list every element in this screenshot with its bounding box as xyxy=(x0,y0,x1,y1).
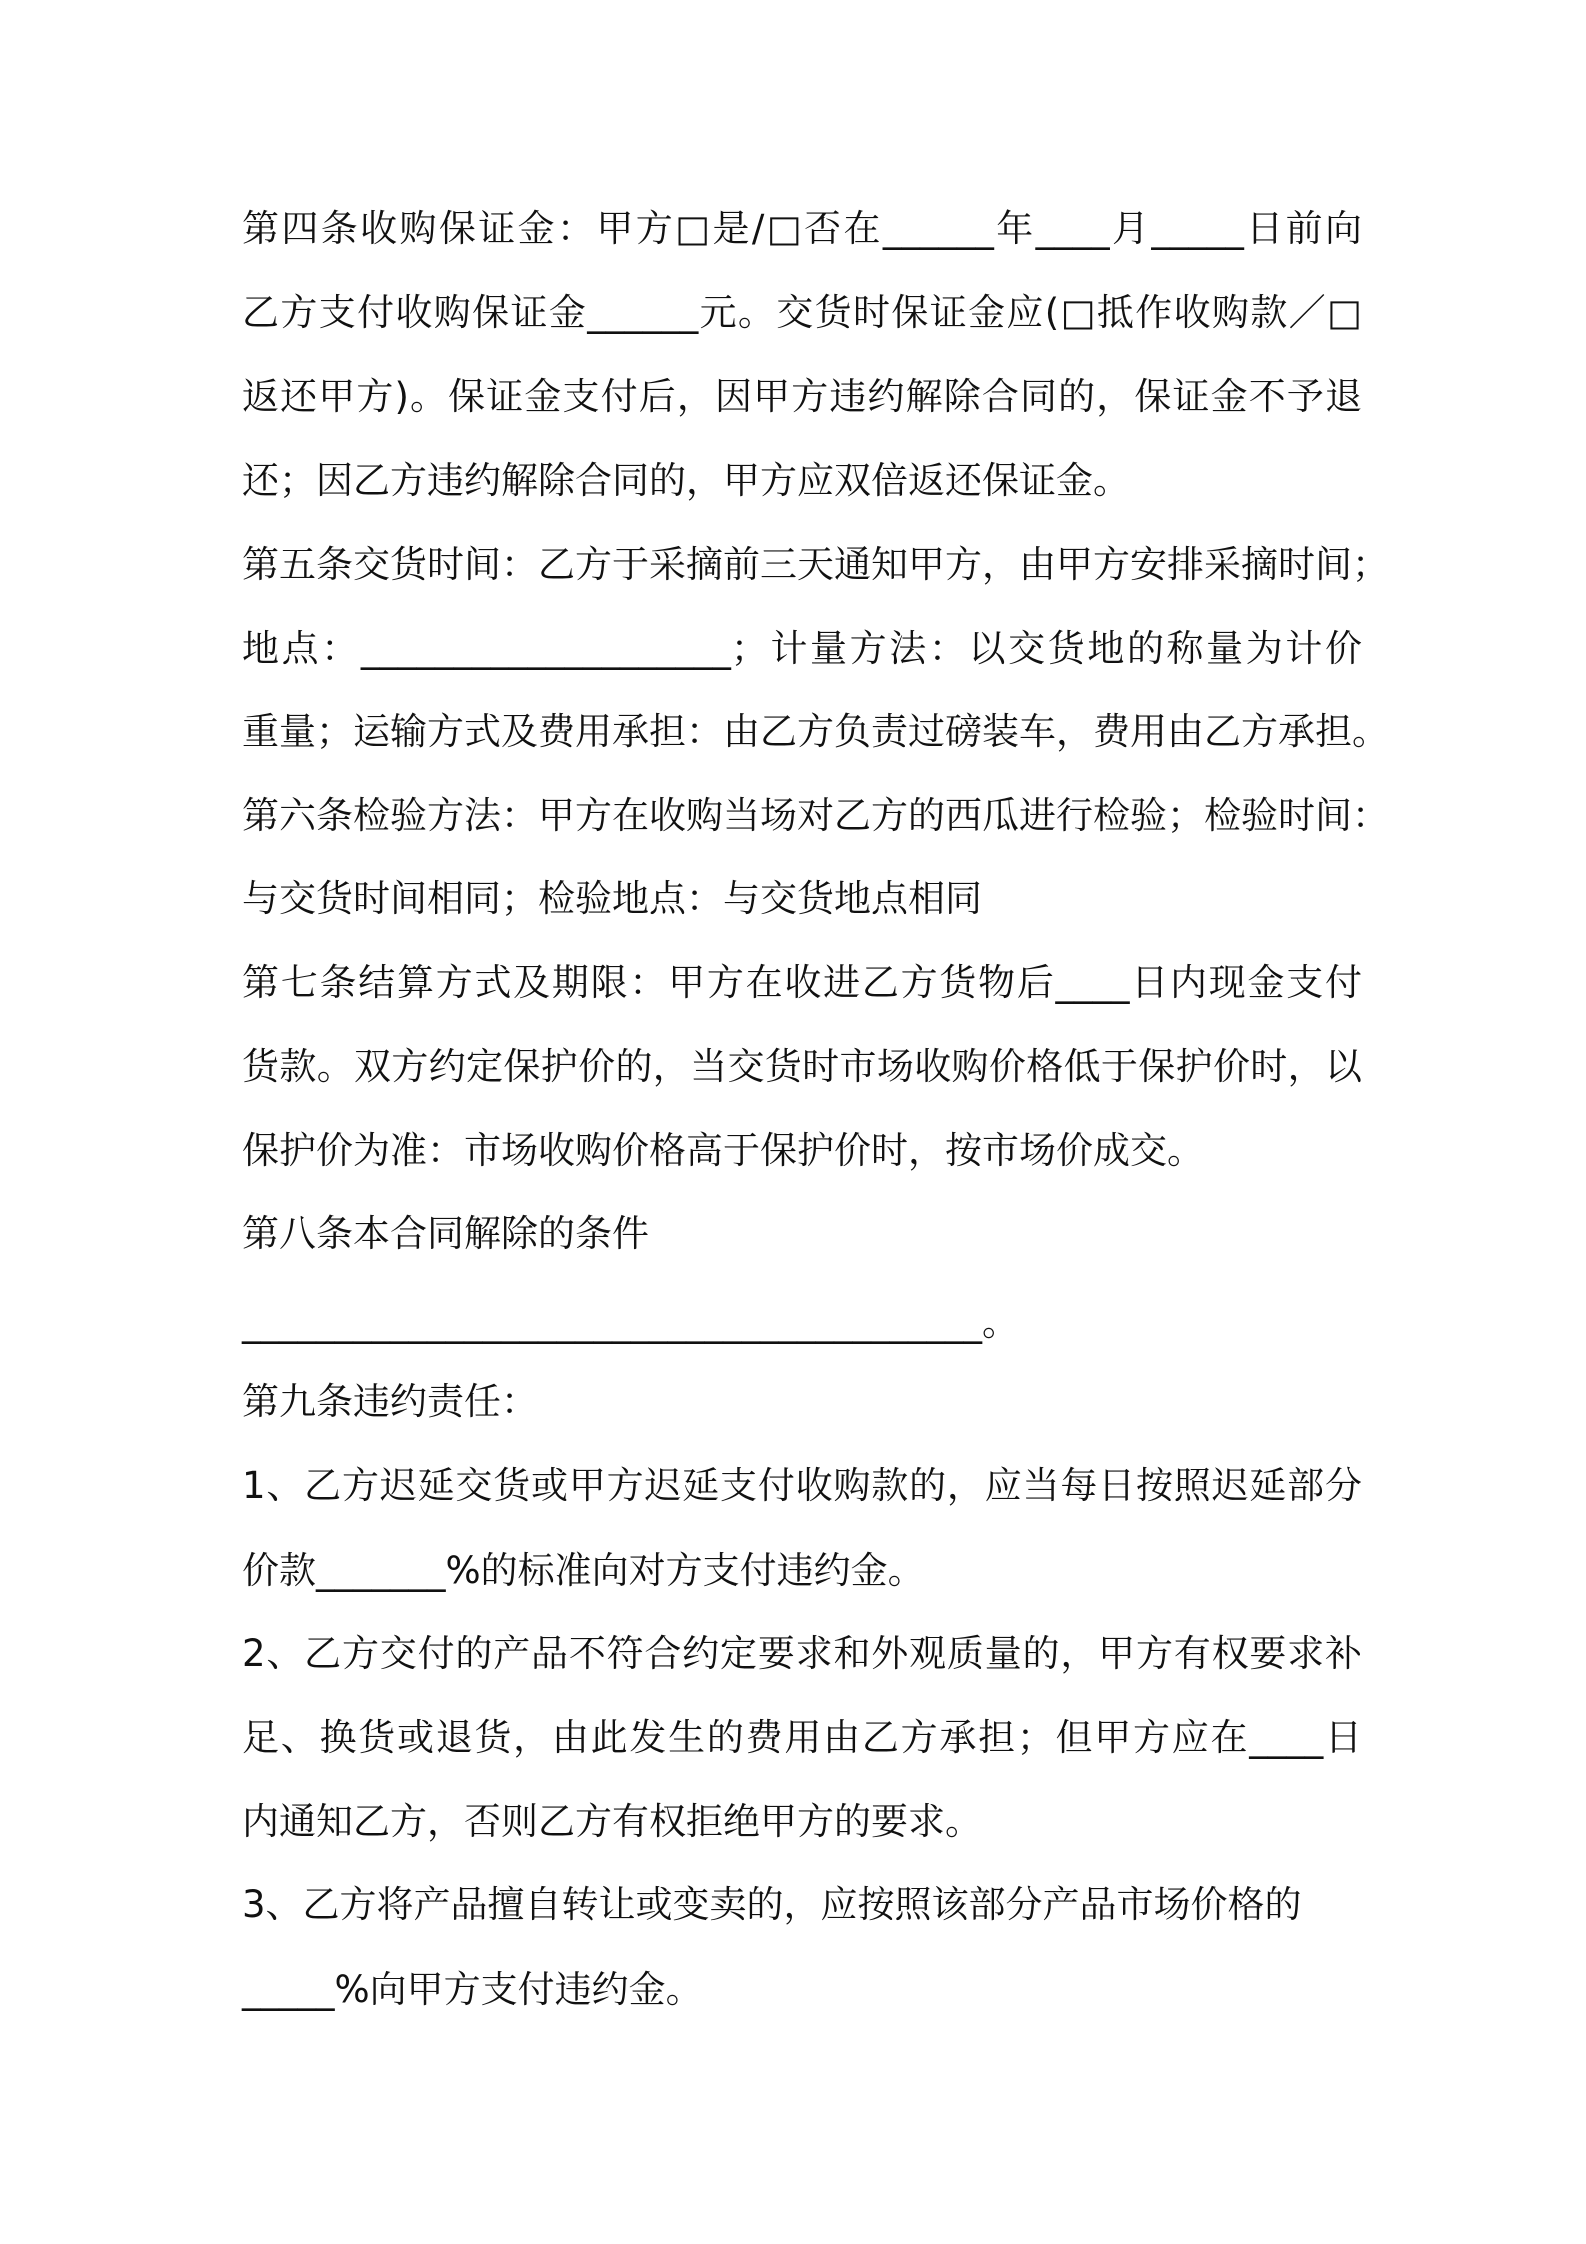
text-line: 第九条违约责任： xyxy=(242,1380,538,1423)
text-line: 第五条交货时间：乙方于采摘前三天通知甲方，由甲方安排采摘时间； xyxy=(242,543,1389,586)
text-line: 地点：____________________；计量方法：以交货地的称量为计价 xyxy=(242,627,1362,670)
text-line: 还；因乙方违约解除合同的，甲方应双倍返还保证金。 xyxy=(242,459,1130,502)
text-line: 重量；运输方式及费用承担：由乙方负责过磅装车，费用由乙方承担。 xyxy=(242,710,1389,753)
text-line: 货款。双方约定保护价的，当交货时市场收购价格低于保护价时，以 xyxy=(242,1045,1362,1088)
text-line: 第八条本合同解除的条件 xyxy=(242,1212,649,1255)
text-line: 保护价为准：市场收购价格高于保护价时，按市场价成交。 xyxy=(242,1129,1204,1172)
text-line: 1、乙方迟延交货或甲方迟延支付收购款的，应当每日按照迟延部分 xyxy=(242,1464,1362,1507)
text-line: _____%向甲方支付违约金。 xyxy=(242,1968,703,2011)
text-line: 价款_______%的标准向对方支付违约金。 xyxy=(242,1549,925,1592)
text-line: 足、换货或退货，由此发生的费用由乙方承担；但甲方应在____日 xyxy=(242,1716,1362,1759)
blank-line: ________________________________________。 xyxy=(242,1301,1019,1344)
text-line: 第七条结算方式及期限：甲方在收进乙方货物后____日内现金支付 xyxy=(242,961,1362,1004)
text-line: 与交货时间相同；检验地点：与交货地点相同 xyxy=(242,877,982,920)
text-line: 返还甲方)。保证金支付后，因甲方违约解除合同的，保证金不予退 xyxy=(242,375,1362,418)
text-line: 第六条检验方法：甲方在收购当场对乙方的西瓜进行检验；检验时间： xyxy=(242,794,1389,837)
text-line: 乙方支付收购保证金______元。交货时保证金应(□抵作收购款／□ xyxy=(242,291,1362,334)
text-line: 3、乙方将产品擅自转让或变卖的，应按照该部分产品市场价格的 xyxy=(242,1883,1302,1926)
text-line: 2、乙方交付的产品不符合约定要求和外观质量的，甲方有权要求补 xyxy=(242,1632,1362,1675)
text-line: 第四条收购保证金：甲方□是/□否在______年____月_____日前向 xyxy=(242,207,1362,250)
text-line: 内通知乙方，否则乙方有权拒绝甲方的要求。 xyxy=(242,1800,982,1843)
